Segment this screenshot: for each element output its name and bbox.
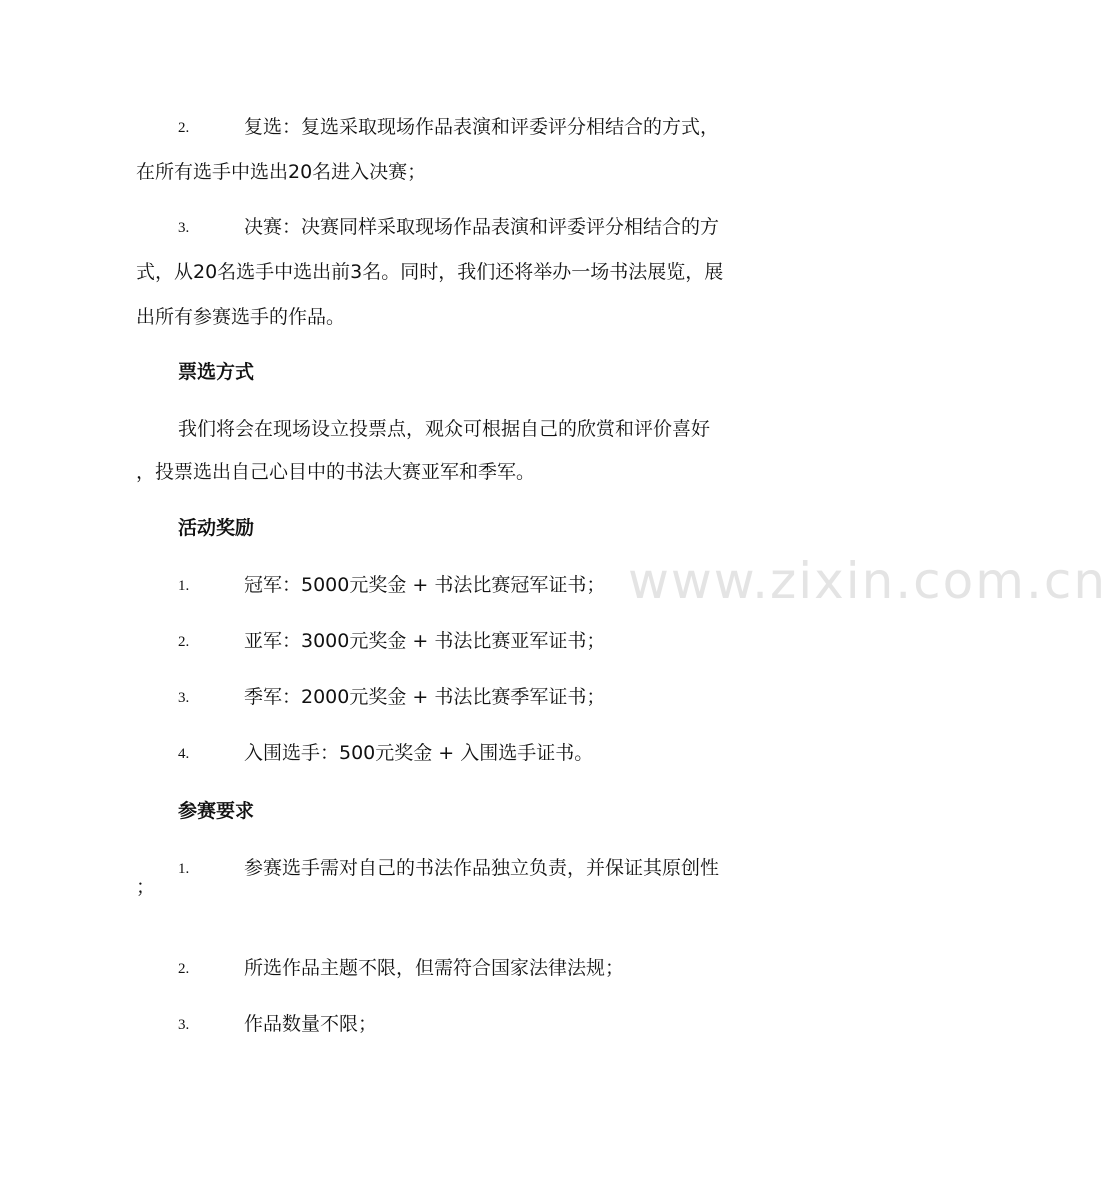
paragraph-line: 出所有参赛选手的作品。 <box>136 306 346 328</box>
list-number: 3. <box>178 690 190 706</box>
list-number: 3. <box>178 220 190 236</box>
list-item: 所选作品主题不限，但需符合国家法律法规； <box>244 957 625 979</box>
list-item: 作品数量不限； <box>244 1013 378 1035</box>
list-item-continuation: ； <box>136 876 156 898</box>
list-item: 入围选手：500元奖金 + 入围选手证书。 <box>244 742 594 764</box>
list-number: 1. <box>178 578 190 594</box>
list-item: 参赛选手需对自己的书法作品独立负责，并保证其原创性 <box>244 857 720 879</box>
list-number: 2. <box>178 961 190 977</box>
watermark: www.zixin.com.cn <box>628 552 1107 610</box>
paragraph-line: 复选：复选采取现场作品表演和评委评分相结合的方式， <box>244 116 720 138</box>
paragraph-line: 在所有选手中选出20名进入决赛； <box>136 161 427 183</box>
list-number: 1. <box>178 861 190 877</box>
section-heading: 活动奖励 <box>178 517 255 539</box>
paragraph-line: 我们将会在现场设立投票点，观众可根据自己的欣赏和评价喜好 <box>178 418 711 440</box>
list-number: 3. <box>178 1017 190 1033</box>
list-item: 亚军：3000元奖金 + 书法比赛亚军证书； <box>244 630 606 652</box>
section-heading: 票选方式 <box>178 361 255 383</box>
list-number: 4. <box>178 746 190 762</box>
paragraph-line: 决赛：决赛同样采取现场作品表演和评委评分相结合的方 <box>244 216 720 238</box>
list-item: 季军：2000元奖金 + 书法比赛季军证书； <box>244 686 606 708</box>
list-item: 冠军：5000元奖金 + 书法比赛冠军证书； <box>244 574 606 596</box>
paragraph-line: ，投票选出自己心目中的书法大赛亚军和季军。 <box>136 461 536 483</box>
list-number: 2. <box>178 634 190 650</box>
paragraph-line: 式，从20名选手中选出前3名。同时，我们还将举办一场书法展览，展 <box>136 261 724 283</box>
section-heading: 参赛要求 <box>178 800 255 822</box>
list-number: 2. <box>178 120 190 136</box>
